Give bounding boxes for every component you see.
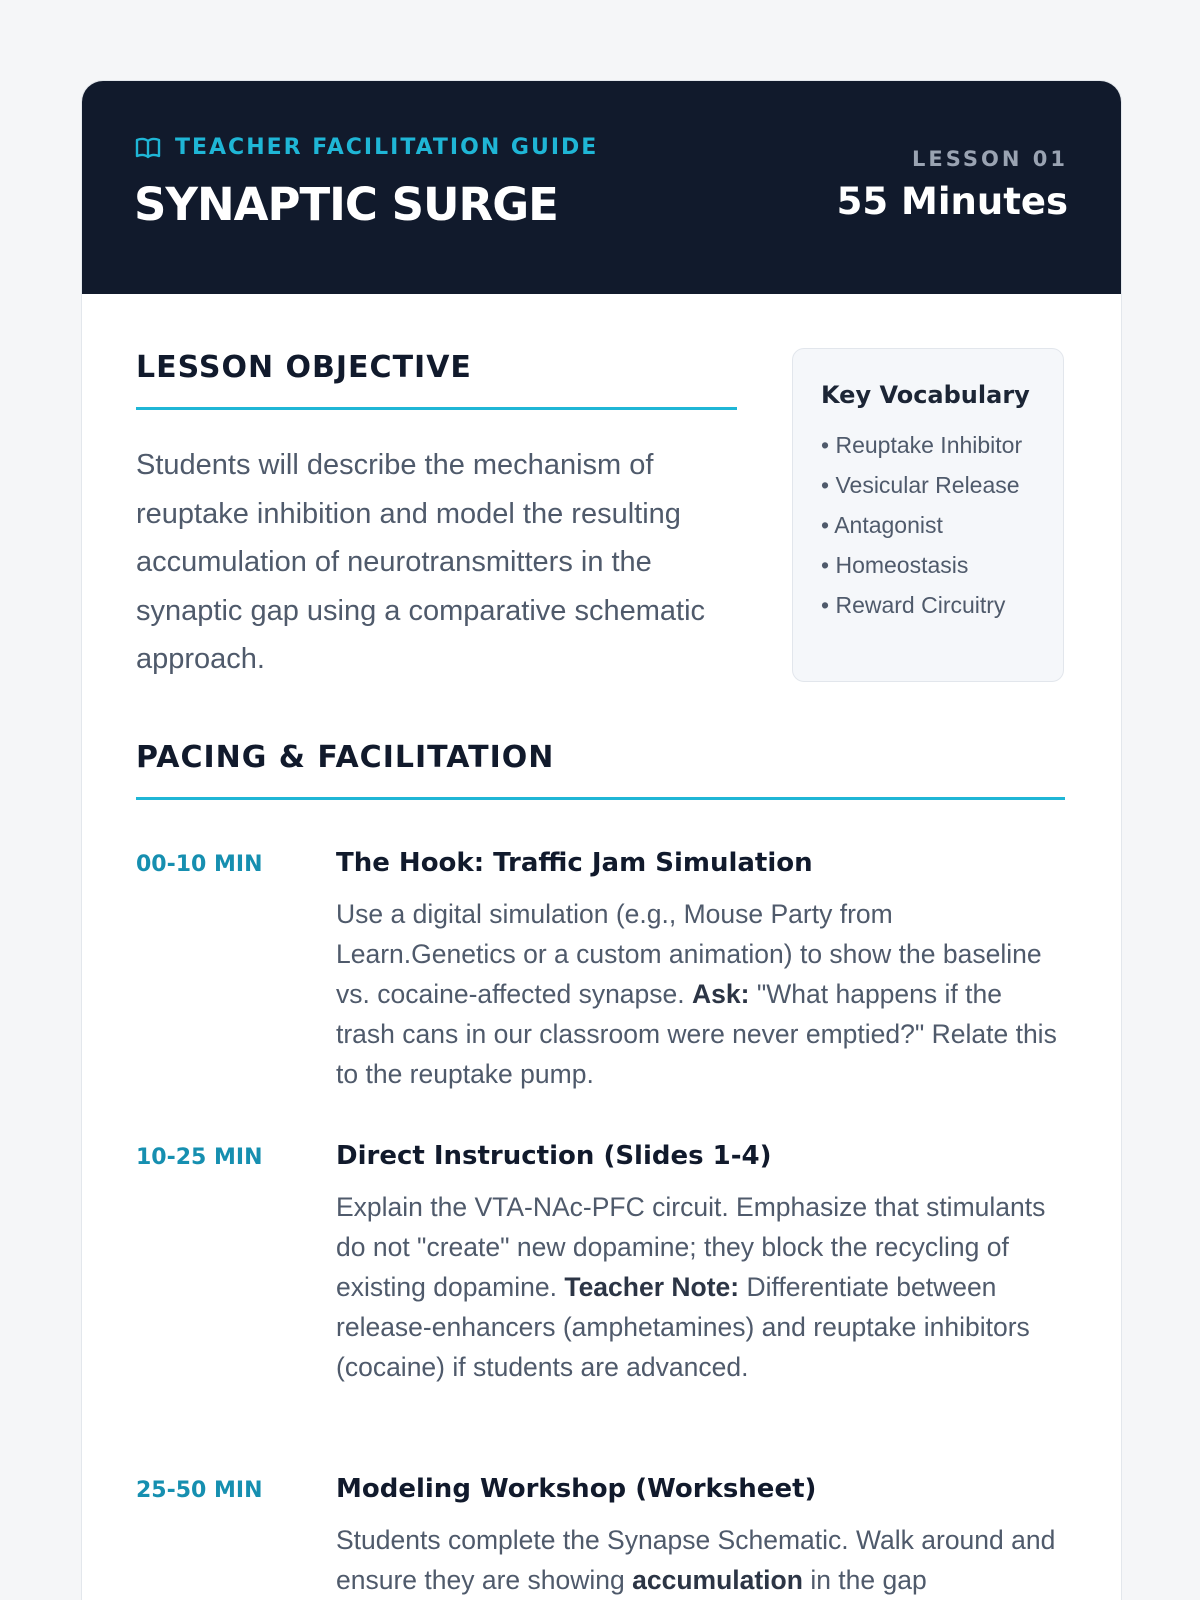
eyebrow-label: TEACHER FACILITATION GUIDE [175,135,599,160]
objective-heading: LESSON OBJECTIVE [136,350,472,385]
step-time: 10-25 MIN [136,1145,263,1170]
vocabulary-title: Key Vocabulary [821,381,1030,409]
vocabulary-term: • Homeostasis [821,549,1051,582]
step-time: 25-50 MIN [136,1478,263,1503]
page-title: SYNAPTIC SURGE [134,178,558,231]
step-title: Modeling Workshop (Worksheet) [336,1474,817,1504]
step-time: 00-10 MIN [136,852,263,877]
pacing-heading: PACING & FACILITATION [136,740,555,775]
step-body: Explain the VTA-NAc-PFC circuit. Emphasize that stimulants do not "create" new dopamine; they block the recycling of existing dopamine. Teacher Note: Differentiate between release-enhancers (amphetamines) and reuptake inhibitors (cocaine) if students are advanced. [336,1192,1046,1382]
vocabulary-term: • Reward Circuitry [821,589,1051,622]
pacing-divider [136,797,1065,800]
lesson-number: LESSON 01 [912,147,1068,171]
open-book-icon [135,136,161,160]
vocabulary-term: • Antagonist [821,509,1051,542]
guide-header [82,81,1121,294]
objective-divider [136,407,737,410]
guide-card [81,80,1122,1600]
key-vocabulary-box [792,348,1064,682]
step-title: Direct Instruction (Slides 1-4) [336,1141,772,1171]
guide-eyebrow [135,135,598,160]
step-title: The Hook: Traffic Jam Simulation [336,848,813,878]
vocabulary-list [821,429,1051,629]
step-body: Use a digital simulation (e.g., Mouse Party from Learn.Genetics or a custom animation) to show the baseline vs. cocaine-affected synapse. Ask: "What happens if the trash cans in our classroom were never emptied?" Relate this to the reuptake pump. [336,899,1057,1089]
step-body: Students complete the Synapse Schematic. Walk around and ensure they are showing accumulation in the gap [336,1525,1056,1595]
vocabulary-term: • Reuptake Inhibitor [821,429,1051,462]
vocabulary-term: • Vesicular Release [821,469,1051,502]
objective-text: Students will describe the mechanism of reuptake inhibition and model the resulting accumulation of neurotransmitters in the synaptic gap using a comparative schematic approach. [136,449,706,675]
lesson-duration: 55 Minutes [836,180,1068,223]
